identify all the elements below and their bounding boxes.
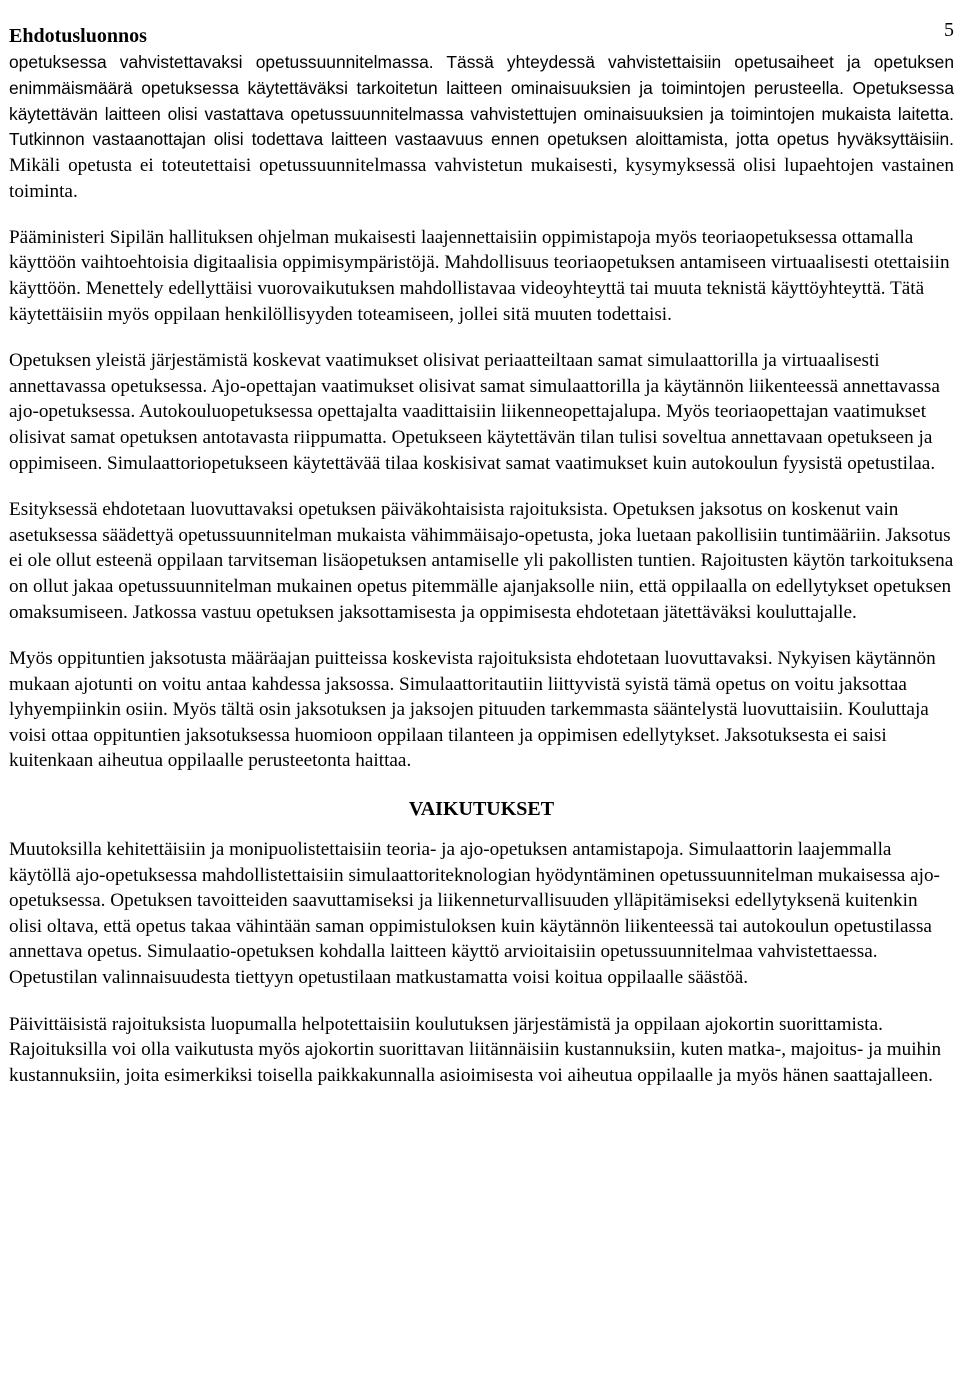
document-body: [9, 50, 954, 1108]
page-header: [9, 18, 954, 52]
paragraph-vaikutukset-opetus: Muutoksilla kehitettäisiin ja monipuolistettaisiin teoria- ja ajo-opetuksen antamistapoja. Simulaattorin laajemmalla käytöllä ajo-opetuksessa mahdollistettaisiin simulaattoriteknologian hyödyntäminen opetussuunnitelman mukaisessa ajo-opetuksessa. Opetuksen tavoitteiden saavuttamiseksi ja liikenneturvallisuuden ylläpitämiseksi edellytyksenä kuitenkin olisi oltava, että opetus takaa vähintään saman oppimistuloksen kuin käytännön liikenteessä tai autokoulun opetustilassa annettava opetus. Simulaatio-opetuksen kohdalla laitteen käyttö arvioitaisiin opetussuunnitelmaa vahvistettaessa. Opetustilan valinnaisuudesta tiettyyn opetustilaan matkustamatta voisi koitua oppilaalle säästöä.: [9, 839, 940, 989]
page-number: 5: [944, 19, 954, 41]
paragraph-text: opetuksessa vahvistettavaksi opetussuunnitelmassa. Tässä yhteydessä vahvistettaisiin opetusaiheet ja opetuksen enimmäismäärä opetuksessa käytettäväksi tarkoitetun laitteen ominaisuuksien ja toimintojen perusteella. Opetuksessa käytettävän laitteen olisi vastattava opetussuunnitelmassa vahvistettujen ominaisuuksien ja toimintojen mukaista laitetta. Tutkinnon vastaanottajan olisi todettava laitteen vastaavuus ennen opetuksen aloittamista, jotta opetus hyväksyttäisiin.: [9, 52, 954, 150]
paragraph-text-serif: Mikäli opetusta ei toteutettaisi opetussuunnitelmassa vahvistetun mukaisesti, kysymyksessä olisi lupaehtojen vastainen toiminta.: [9, 155, 954, 202]
paragraph-virtuaaliopetus: Pääministeri Sipilän hallituksen ohjelman mukaisesti laajennettaisiin oppimistapoja myös teoriaopetuksessa ottamalla käyttöön vaihtoehtoisia digitaalisia oppimisympäristöjä. Mahdollisuus teoriaopetuksen antamiseen virtuaalisesti otettaisiin käyttöön. Menettely edellyttäisi vuorovaikutuksen mahdollistavaa videoyhteyttä tai muuta teknistä käyttöyhteyttä. Tätä käytettäisiin myös oppilaan henkilöllisyyden toteamiseen, jollei sitä muuten todettaisi.: [9, 226, 950, 325]
paragraph-paivakohtaiset-rajoitukset: Esityksessä ehdotetaan luovuttavaksi opetuksen päiväkohtaisista rajoituksista. Opetuksen jaksotus on koskenut vain asetuksessa säädettyä opetussuunnitelman mukaista vähimmäisajo-opetusta, joka luetaan pakollisiin tuntimääriin. Jaksotus ei ole ollut esteenä oppilaan tarvitseman lisäopetuksen antamiselle yli pakollisten tuntien. Rajoitusten käytön tarkoituksena on ollut jakaa opetussuunnitelman mukainen opetus pitemmälle ajanjaksolle niin, että oppilaalla on edellytykset opetuksen omaksumiseen. Jatkossa vastuu opetuksen jaksottamisesta ja oppimisesta ehdotetaan jätettäväksi kouluttajalle.: [9, 499, 954, 623]
paragraph-oppituntien-jaksotus: Myös oppituntien jaksotusta määräajan puitteissa koskevista rajoituksista ehdotetaan luovuttavaksi. Nykyisen käytännön mukaan ajotunti on voitu antaa kahdessa jaksossa. Simulaattoritautiin liittyvistä syistä tämä opetus on voitu jaksottaa lyhyempiinkin osiin. Myös tältä osin jaksotuksen ja jaksojen pituuden tarkemmasta sääntelystä luovuttaisiin. Kouluttaja voisi ottaa oppituntien jaksotuksessa huomioon oppilaan tilanteen ja oppimisen edellytykset. Jaksotuksesta ei saisi kuitenkaan aiheutua oppilaalle perusteetonta haittaa.: [9, 648, 936, 772]
paragraph-vaikutukset-rajoitukset: Päivittäisistä rajoituksista luopumalla helpotettaisiin koulutuksen järjestämistä ja oppilaan ajokortin suorittamista. Rajoituksilla voi olla vaikutusta myös ajokortin suorittavan liitännäisiin kustannuksiin, kuten matka-, majoitus- ja muihin kustannuksiin, joita esimerkiksi toisella paikkakunnalla asioimisesta voi aiheutua oppilaalle ja myös hänen saattajalleen.: [9, 1013, 942, 1086]
section-heading-vaikutukset: VAIKUTUKSET: [408, 798, 555, 821]
document-title: Ehdotusluonnos: [9, 25, 147, 47]
paragraph-opetuksen-vaatimukset: Opetuksen yleistä järjestämistä koskevat vaatimukset olisivat periaatteiltaan samat simulaattorilla ja virtuaalisesti annettavassa opetuksessa. Ajo-opettajan vaatimukset olisivat samat simulaattorilla ja käytännön liikenteessä annettavassa ajo-opetuksessa. Autokouluopetuksessa opettajalta vaadittaisiin liikenneopettajalupa. Myös teoriaopettajan vaatimukset olisivat samat opetuksen antotavasta riippumatta. Opetukseen käytettävän tilan tulisi soveltua annettavaan opetukseen ja oppimiseen. Simulaattoriopetukseen käytettävää tilaa koskisivat samat vaatimukset kuin autokoulun fyysistä opetustilaa.: [9, 350, 940, 474]
paragraph-opetussuunnitelma: [9, 50, 954, 205]
